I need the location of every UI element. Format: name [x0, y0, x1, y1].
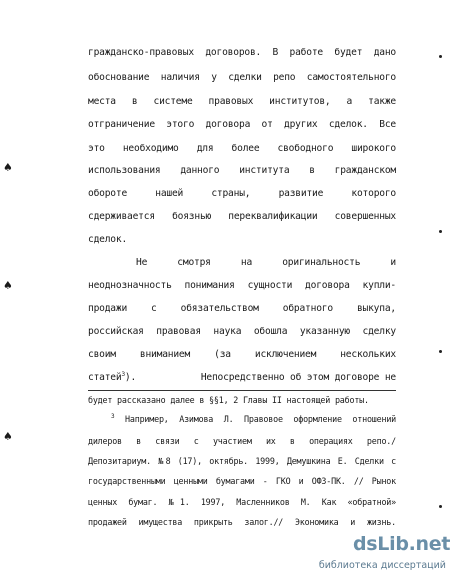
body-line: Не смотря на оригинальность и [136, 257, 396, 268]
body-line: продажи с обязательством обратного выкупа, [88, 303, 396, 314]
body-line: сдерживается боязнью переквалификации совершенных [88, 211, 396, 222]
dslib-logo[interactable] [318, 533, 450, 582]
body-line [88, 372, 396, 383]
statei-tail: ). [124, 372, 137, 383]
footnote-line [111, 414, 396, 424]
body-line: неоднозначность понимания сущности договора купли- [88, 280, 396, 291]
body-line: места в системе правовых институтов, а также [88, 96, 396, 107]
footnote-separator [88, 390, 396, 391]
body-line: российская правовая наука обошла указанную сделку [88, 326, 396, 337]
body-line: использования данного института в гражданском [88, 165, 396, 176]
body-line: это необходимо для более свободного широкого [88, 143, 396, 154]
body-line: отграничение этого договора от других сделок. Все [88, 119, 396, 130]
body-line: своим вниманием (за исключением нескольких [88, 349, 396, 360]
margin-dot-icon [439, 55, 442, 58]
footnote-line: продажей имущества прикрыть залог.// Экономика и жизнь. [88, 517, 396, 527]
margin-dot-icon [439, 350, 442, 353]
body-line: обоснование наличия у сделки репо самостоятельного [88, 72, 396, 83]
body-line: сделок. [88, 234, 128, 245]
footnote-number: 3 [111, 413, 115, 421]
body-line: гражданско-правовых договоров. В работе будет дано [88, 47, 396, 58]
body-line-end: Непосредственно об этом договоре не [200, 372, 396, 383]
footnote-line: Депозитариум. №8 (17), октябрь. 1999, Демушкина Е. Сделки с [88, 456, 396, 466]
logo-subtitle: библиотека диссертаций [318, 560, 446, 571]
margin-dot-icon [439, 230, 442, 233]
footnote-line: дилеров в связи с участием их в операциях репо./ [88, 436, 396, 446]
footnote-text: Например, Азимова Л. Правовое оформление отношений [125, 414, 397, 424]
footnote-line: ценных бумаг. №1. 1997, Масленников М. Как «обратной» [88, 497, 396, 507]
margin-dot-icon [439, 505, 442, 508]
footnote-line: государственными ценными бумагами - ГКО и ОФЗ-ПК. // Рынок [88, 476, 396, 486]
spade-mark-icon: ♠ [3, 161, 13, 174]
logo-title: dsLib.net [353, 533, 450, 555]
statei-text: статей [88, 372, 122, 383]
footnote-line: будет рассказано далее в §§1, 2 Главы II настоящей работы. [88, 395, 369, 405]
spade-mark-icon: ♠ [3, 430, 13, 443]
body-line: обороте нашей страны, развитие которого [88, 188, 396, 199]
spade-mark-icon: ♠ [3, 279, 13, 292]
footnote-reference: 3 [121, 370, 125, 378]
